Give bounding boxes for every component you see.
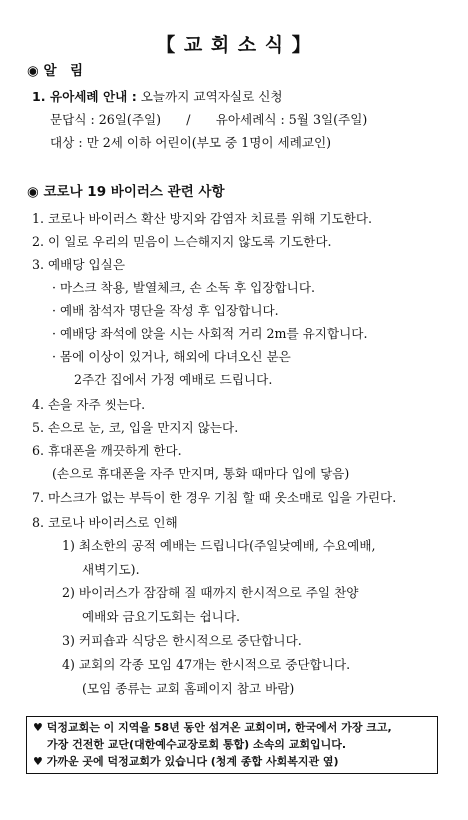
covid-line: 5. 손으로 눈, 코, 입을 만지지 않는다. <box>32 420 239 435</box>
covid-line: 3. 예배당 입실은 <box>32 257 126 272</box>
covid-line: 1. 코로나 바이러스 확산 방지와 감염자 치료를 위해 기도한다. <box>32 211 373 226</box>
covid-line: · 예배 참석자 명단을 작성 후 입장합니다. <box>52 303 279 318</box>
covid-line: 4) 교회의 각종 모임 47개는 한시적으로 중단합니다. <box>62 657 351 672</box>
covid-line: (모임 종류는 교회 홈페이지 참고 바람) <box>82 681 295 696</box>
covid-line: 1) 최소한의 공적 예배는 드립니다(주일낮예배, 수요예배, <box>62 538 376 553</box>
notice-heading: ◉ 알 림 <box>27 63 84 79</box>
covid-line: 2주간 집에서 가정 예배로 드립니다. <box>74 372 273 387</box>
covid-line: 8. 코로나 바이러스로 인해 <box>32 515 178 530</box>
covid-line: · 예배당 좌석에 앉을 시는 사회적 거리 2m를 유지합니다. <box>52 326 368 341</box>
church-info-line: ♥ 가까운 곳에 덕정교회가 있습니다 (청계 종합 사회복지관 옆) <box>33 755 339 768</box>
covid-line: 3) 커피숍과 식당은 한시적으로 중단합니다. <box>62 633 302 648</box>
covid-line: 7. 마스크가 없는 부득이 한 경우 기침 할 때 옷소매로 입을 가린다. <box>32 490 397 505</box>
page-title: 【 교 회 소 식 】 <box>156 34 312 56</box>
infant-baptism-text: 오늘까지 교역자실로 신청 <box>140 89 283 104</box>
covid-line: 4. 손을 자주 씻는다. <box>32 397 146 412</box>
covid-heading: ◉ 코로나 19 바이러스 관련 사항 <box>27 184 225 200</box>
covid-line: · 마스크 착용, 발열체크, 손 소독 후 입장합니다. <box>52 280 316 295</box>
baptism-eligibility: 대상 : 만 2세 이하 어린이(부모 중 1명이 세례교인) <box>50 135 332 150</box>
covid-line: 2) 바이러스가 잠잠해 질 때까지 한시적으로 주일 찬양 <box>62 585 359 600</box>
covid-line: · 몸에 이상이 있거나, 해외에 다녀오신 분은 <box>52 349 291 364</box>
covid-line: (손으로 휴대폰을 자주 만지며, 통화 때마다 입에 닿음) <box>52 466 350 481</box>
covid-line: 2. 이 일로 우리의 믿음이 느슨해지지 않도록 기도한다. <box>32 234 332 249</box>
covid-line: 6. 휴대폰을 깨끗하게 한다. <box>32 443 182 458</box>
baptism-schedule: 문답식 : 26일(주일) / 유아세례식 : 5월 3일(주일) <box>50 112 368 127</box>
covid-line: 새벽기도). <box>82 562 140 577</box>
church-info-line: 가장 건전한 교단(대한예수교장로회 통합) 소속의 교회입니다. <box>47 738 347 751</box>
church-info-box <box>26 716 438 774</box>
church-info-line: ♥ 덕정교회는 이 지역을 58년 동안 섬겨온 교회이며, 한국에서 가장 크고, <box>33 721 392 734</box>
covid-line: 예배와 금요기도회는 쉽니다. <box>82 609 240 624</box>
infant-baptism-notice <box>32 88 283 106</box>
infant-baptism-label: 1. 유아세례 안내 : <box>32 89 137 104</box>
